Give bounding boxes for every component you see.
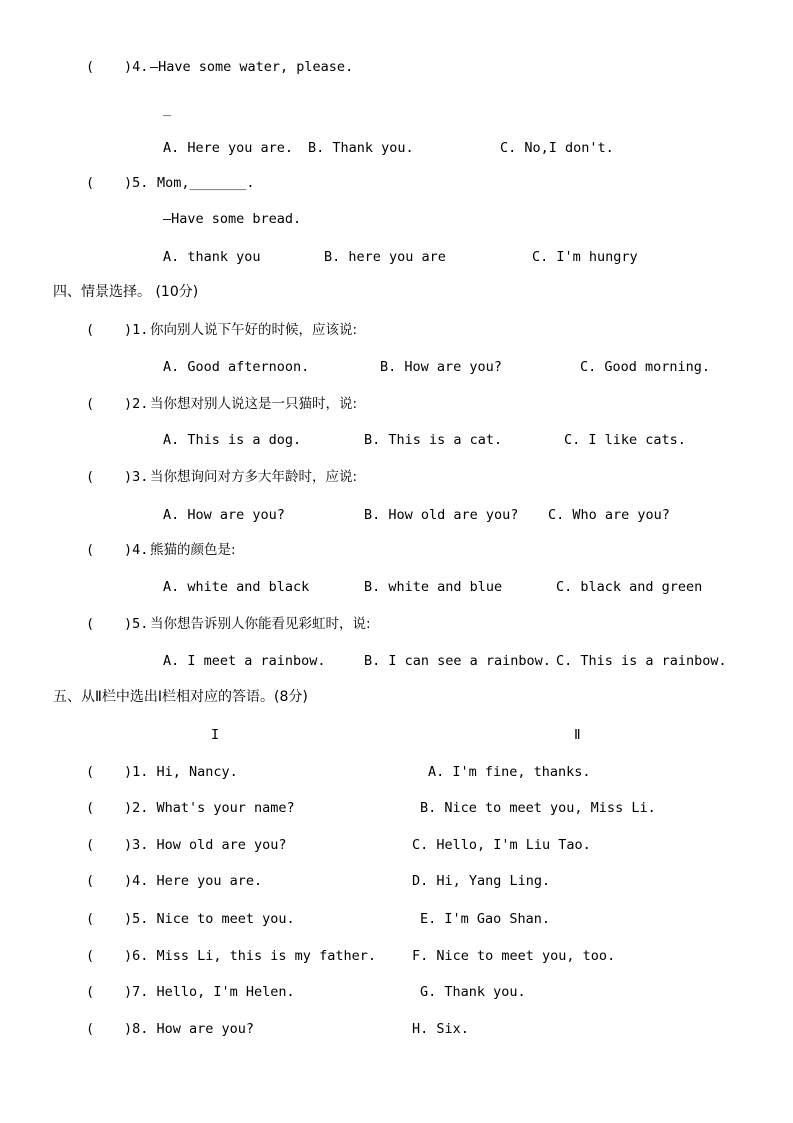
answer-paren: ( [86, 911, 95, 927]
option-c: C. I like cats. [564, 432, 686, 448]
match-right: H. Six. [412, 1021, 469, 1037]
match-left: )8. How are you? [124, 1021, 255, 1037]
option-b: B. Thank you. [308, 140, 414, 156]
match-right: C. Hello, I'm Liu Tao. [412, 837, 591, 853]
match-right: F. Nice to meet you, too. [412, 948, 616, 964]
question-number: )1. [124, 322, 149, 338]
question-stem: 当你想对别人说这是一只猫时，说: [150, 396, 358, 412]
option-a: A. This is a dog. [163, 432, 302, 448]
question-reply: —Have some bread. [163, 211, 302, 227]
match-left: )6. Miss Li, this is my father. [124, 948, 376, 964]
question-stem: 当你想询问对方多大年龄时，应说: [150, 469, 358, 485]
answer-paren: ( [86, 984, 95, 1000]
match-right: G. Thank you. [420, 984, 526, 1000]
option-a: A. How are you? [163, 507, 285, 523]
answer-paren: ( [86, 1021, 95, 1037]
match-right: A. I'm fine, thanks. [428, 764, 591, 780]
question-number: )5. [124, 616, 149, 632]
answer-paren: ( [86, 469, 95, 485]
option-a: A. Here you are. [163, 140, 294, 156]
question-number: )3. [124, 469, 149, 485]
match-right: D. Hi, Yang Ling. [412, 873, 551, 889]
answer-paren: ( [86, 948, 95, 964]
question-stem: 你向别人说下午好的时候，应该说: [150, 322, 358, 338]
option-a: A. thank you [163, 249, 261, 265]
answer-paren: ( [86, 322, 95, 338]
question-number: )4. [124, 542, 149, 558]
answer-paren: ( [86, 175, 95, 191]
option-b: B. here you are [324, 249, 446, 265]
match-left: )1. Hi, Nancy. [124, 764, 238, 780]
match-left: )7. Hello, I'm Helen. [124, 984, 295, 1000]
answer-paren: ( [86, 59, 95, 75]
question-number: )2. [124, 396, 149, 412]
option-c: C. Good morning. [580, 359, 711, 375]
section-title: 四、情景选择。 (10分) [53, 284, 199, 300]
option-a: A. white and black [163, 579, 310, 595]
match-left: )2. What's your name? [124, 800, 295, 816]
match-right: E. I'm Gao Shan. [420, 911, 551, 927]
question-stem: 当你想告诉别人你能看见彩虹时，说: [150, 616, 371, 632]
question-number: )5. [124, 175, 149, 191]
question-number: )4. [124, 59, 149, 75]
option-b: B. white and blue [364, 579, 503, 595]
option-c: C. I'm hungry [532, 249, 638, 265]
option-b: B. I can see a rainbow. [364, 653, 551, 669]
answer-paren: ( [86, 837, 95, 853]
option-a: A. Good afternoon. [163, 359, 310, 375]
match-left: )5. Nice to meet you. [124, 911, 295, 927]
question-stem: Mom,_______. [157, 175, 255, 191]
match-left: )4. Here you are. [124, 873, 263, 889]
option-c: C. This is a rainbow. [556, 653, 727, 669]
option-c: C. Who are you? [548, 507, 670, 523]
match-right: B. Nice to meet you, Miss Li. [420, 800, 656, 816]
option-b: B. How are you? [380, 359, 502, 375]
answer-paren: ( [86, 616, 95, 632]
option-a: A. I meet a rainbow. [163, 653, 326, 669]
match-left: )3. How old are you? [124, 837, 287, 853]
answer-paren: ( [86, 764, 95, 780]
answer-paren: ( [86, 873, 95, 889]
answer-paren: ( [86, 396, 95, 412]
answer-paren: ( [86, 800, 95, 816]
column-header-1: I [211, 727, 220, 743]
option-b: B. This is a cat. [364, 432, 503, 448]
option-c: C. No,I don't. [500, 140, 614, 156]
answer-paren: ( [86, 542, 95, 558]
option-b: B. How old are you? [364, 507, 519, 523]
question-stem: —Have some water, please. [150, 59, 354, 75]
column-header-2: Ⅱ [574, 727, 581, 743]
option-c: C. black and green [556, 579, 703, 595]
section-title: 五、从Ⅱ栏中选出Ⅰ栏相对应的答语。(8分) [53, 689, 308, 705]
question-stem: 熊猫的颜色是: [150, 542, 236, 558]
question-reply: _ [163, 101, 172, 117]
